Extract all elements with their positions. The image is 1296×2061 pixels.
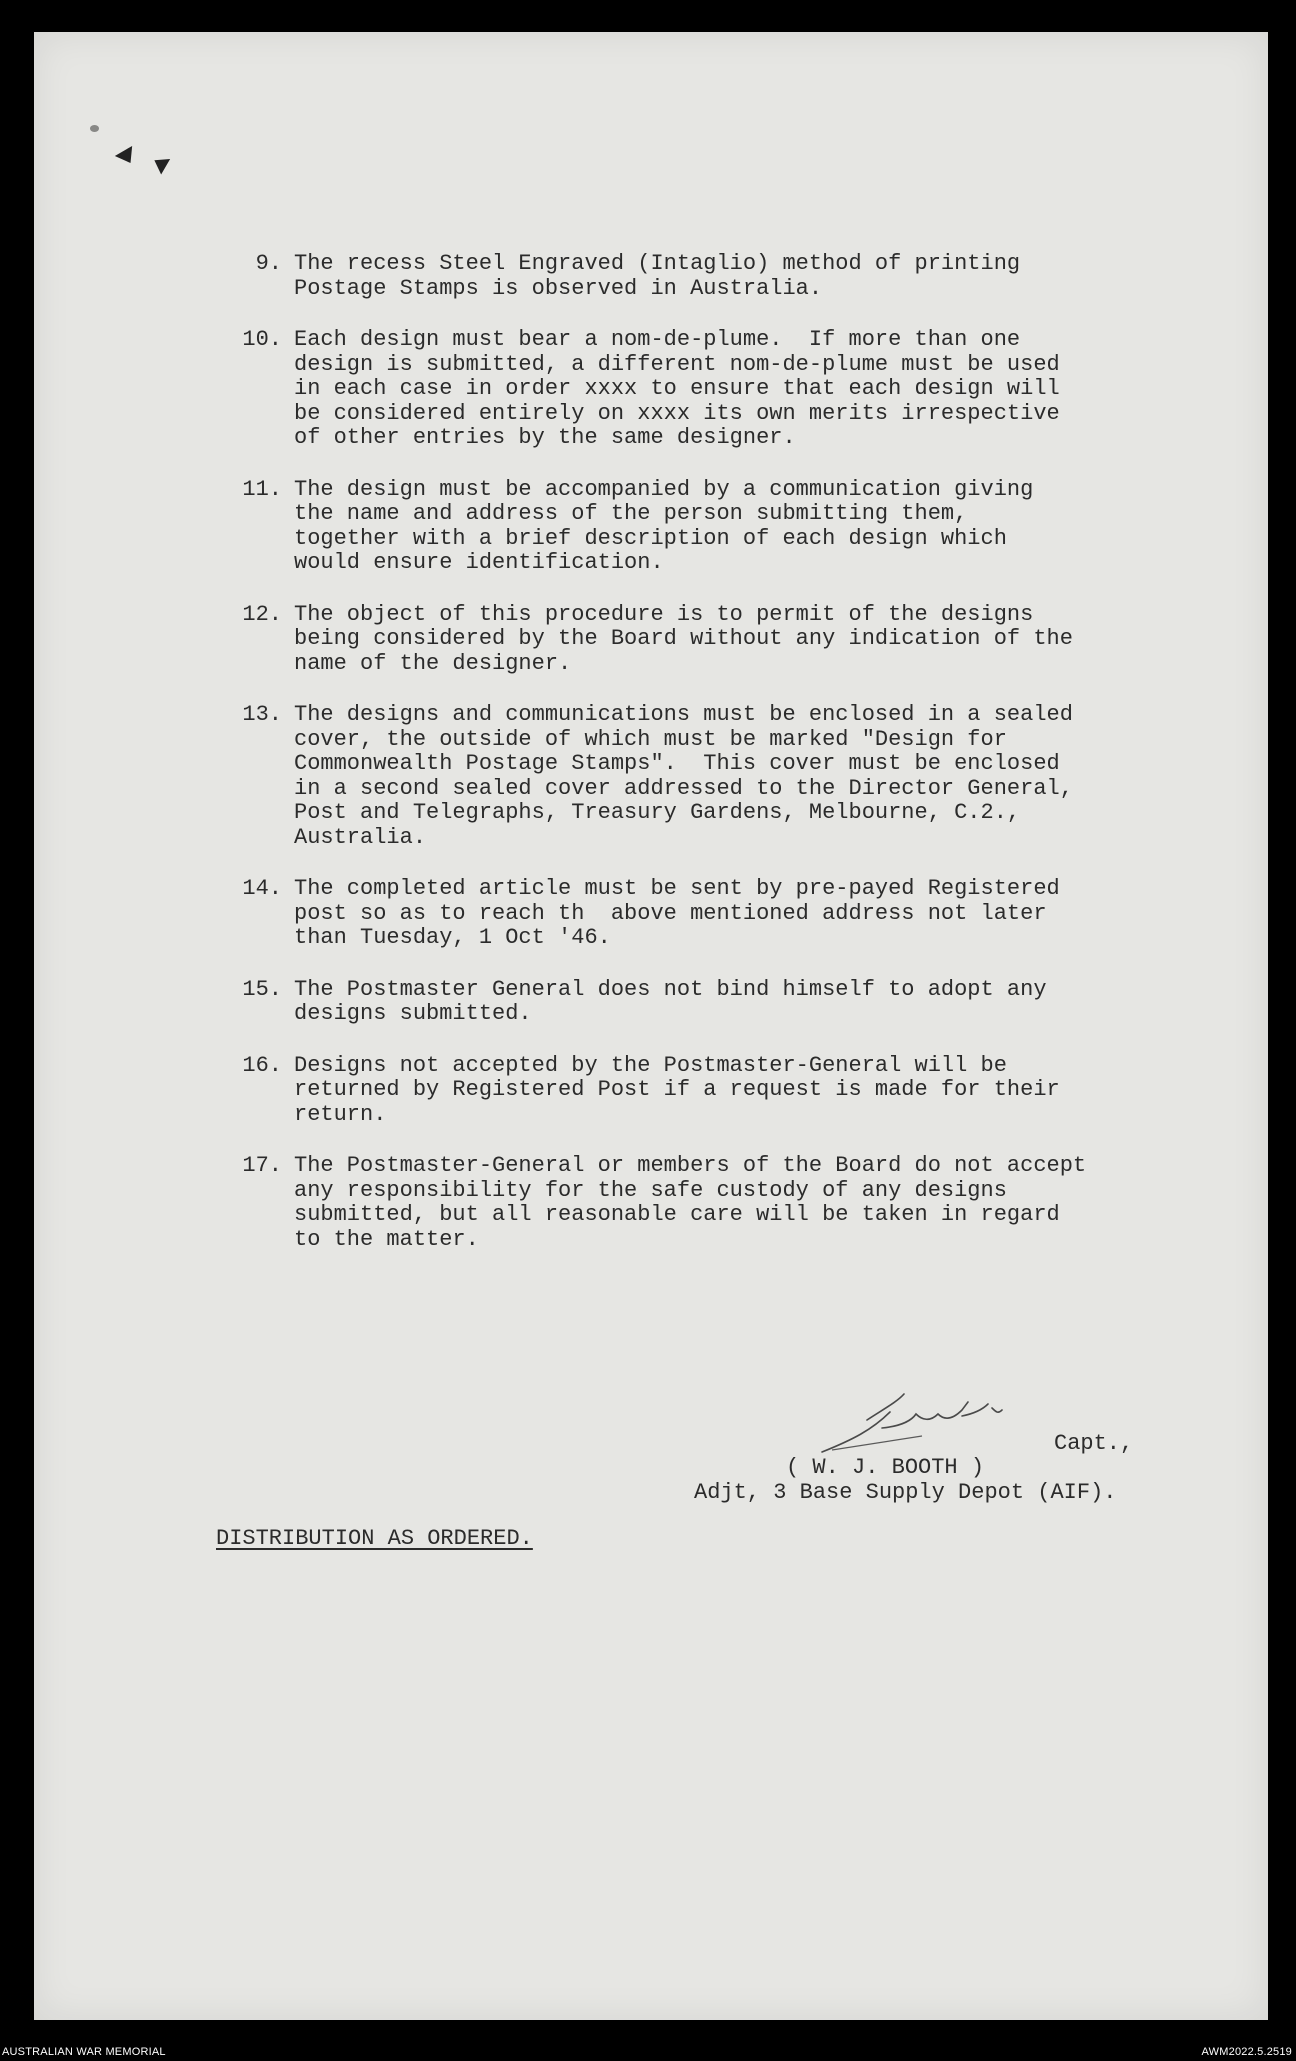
item-text-line: cover, the outside of which must be marked "Design for	[294, 726, 1007, 752]
item-text-line: designs submitted.	[294, 1001, 532, 1026]
handwritten-signature	[812, 1390, 1022, 1460]
item-text-line: of other entries by the same designer.	[294, 425, 796, 450]
item-text	[294, 252, 1020, 301]
item-number: 15.	[242, 976, 282, 1002]
signatory-position: Adjt, 3 Base Supply Depot (AIF).	[694, 1480, 1117, 1505]
item-text-line: The recess Steel Engraved (Intaglio) method of printing	[294, 251, 1021, 276]
item-number: 14.	[242, 876, 282, 901]
item-text	[294, 478, 1033, 576]
item-text-line: The designs and communications must be enclosed in a sealed	[294, 702, 1073, 727]
item-number: 17.	[242, 1153, 282, 1178]
item-text	[294, 603, 1073, 677]
item-text-line: be considered entirely on xxxx its own merits irrespective	[294, 400, 1060, 426]
item-number: 11.	[242, 476, 282, 502]
item-text-line: submitted, but all reasonable care will be taken in regard	[294, 1202, 1060, 1227]
list-item	[214, 328, 1194, 451]
item-text-line: The object of this procedure is to permit of the designs	[294, 601, 1034, 627]
signatory-name: ( W. J. BOOTH )	[786, 1455, 985, 1480]
item-text-line: in each case in order xxxx to ensure that each design will	[294, 376, 1060, 401]
list-item	[214, 252, 1194, 301]
footer-institution: AUSTRALIAN WAR MEMORIAL	[2, 2046, 166, 2058]
item-text-line: Australia.	[294, 824, 427, 850]
item-number: 16.	[242, 1052, 282, 1078]
item-text-line: any responsibility for the safe custody of any designs	[294, 1177, 1007, 1203]
item-text	[294, 1154, 1086, 1252]
item-text	[294, 877, 1060, 951]
item-text-line: design is submitted, a different nom-de-plume must be used	[294, 351, 1060, 377]
item-text-line: return.	[294, 1101, 387, 1127]
item-text-line: Postage Stamps is observed in Australia.	[294, 275, 823, 301]
item-text-line: The Postmaster-General or members of the Board do not accept	[294, 1153, 1087, 1178]
item-number: 12.	[242, 601, 282, 627]
item-text	[294, 1054, 1060, 1128]
item-text	[294, 328, 1060, 451]
item-text-line: The Postmaster General does not bind himself to adopt any	[294, 976, 1047, 1002]
list-item	[214, 1154, 1194, 1252]
item-text	[294, 703, 1073, 850]
item-text-line: The completed article must be sent by pre-payed Registered	[294, 876, 1060, 901]
item-text-line: being considered by the Board without any indication of the	[294, 626, 1073, 651]
item-text-line: together with a brief description of each design which	[294, 525, 1007, 551]
list-item	[214, 877, 1194, 951]
item-text-line: post so as to reach th above mentioned address not later	[294, 900, 1047, 926]
item-text	[294, 978, 1047, 1027]
list-item	[214, 978, 1194, 1027]
list-item	[214, 478, 1194, 576]
list-item	[214, 603, 1194, 677]
list-item	[214, 1054, 1194, 1128]
item-text-line: to the matter.	[294, 1226, 479, 1252]
item-number: 9.	[255, 251, 282, 276]
item-text-line: the name and address of the person submitting them,	[294, 501, 968, 526]
item-text-line: The design must be accompanied by a communication giving	[294, 476, 1034, 502]
item-text-line: Post and Telegraphs, Treasury Gardens, Melbourne, C.2.,	[294, 800, 1021, 825]
item-text-line: name of the designer.	[294, 650, 572, 676]
item-text-line: than Tuesday, 1 Oct '46.	[294, 925, 611, 950]
item-text-line: Commonwealth Postage Stamps". This cover must be enclosed	[294, 751, 1060, 776]
item-text-line: Each design must bear a nom-de-plume. If more than one	[294, 327, 1021, 352]
signatory-rank: Capt.,	[1054, 1431, 1134, 1456]
distribution-note: DISTRIBUTION AS ORDERED.	[216, 1526, 533, 1551]
item-number: 13.	[242, 702, 282, 727]
item-text-line: returned by Registered Post if a request is made for their	[294, 1077, 1060, 1102]
punch-hole-mark	[90, 125, 99, 132]
footer-accession-number: AWM2022.5.2519	[1201, 2046, 1292, 2058]
list-item	[214, 703, 1194, 850]
numbered-conditions-list	[214, 252, 1194, 1279]
item-text-line: in a second sealed cover addressed to the Director General,	[294, 775, 1073, 801]
item-text-line: would ensure identification.	[294, 550, 664, 575]
item-text-line: Designs not accepted by the Postmaster-General will be	[294, 1052, 1007, 1078]
item-number: 10.	[242, 327, 282, 352]
